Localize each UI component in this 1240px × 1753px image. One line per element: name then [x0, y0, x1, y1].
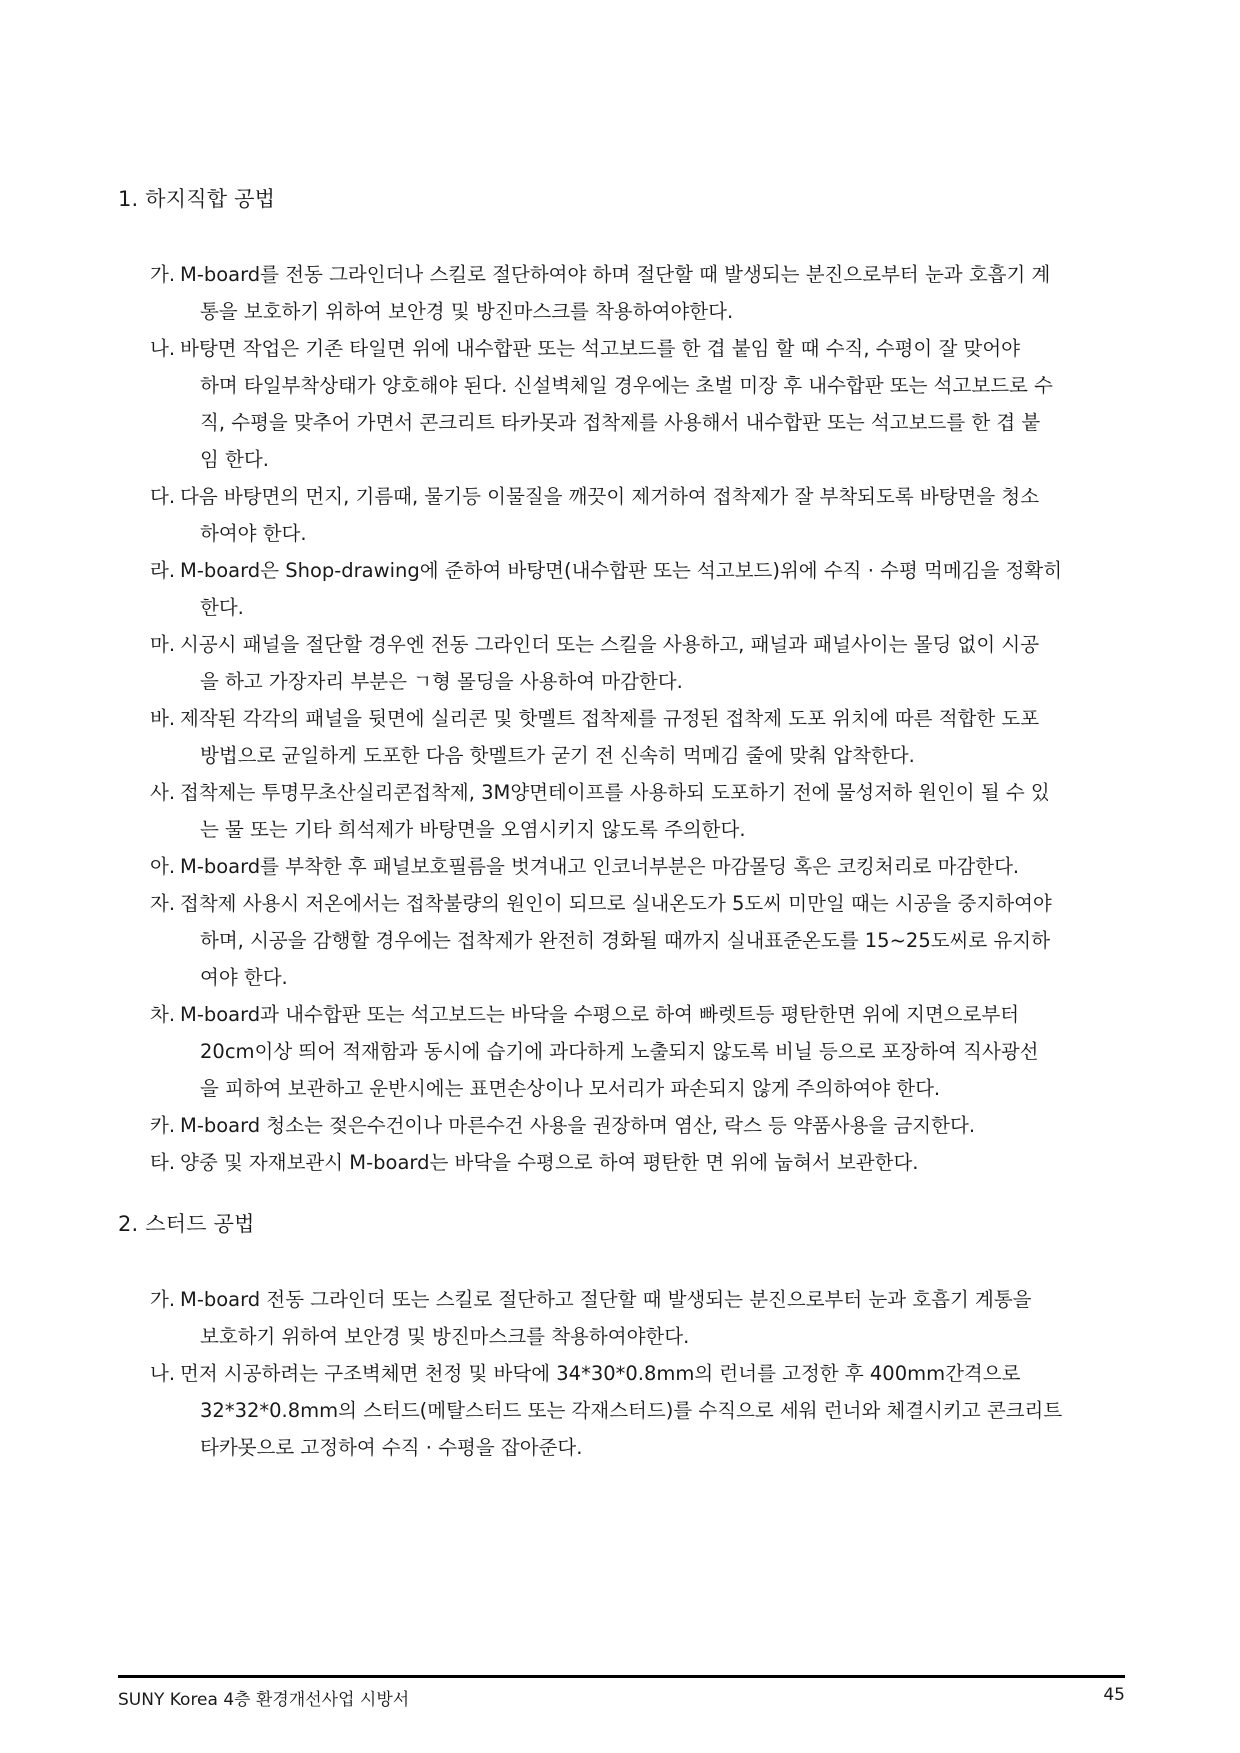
item-text: 방법으로 균일하게 도포한 다음 핫멜트가 굳기 전 신속히 먹메김 줄에 맞춰 압착한다.: [200, 744, 915, 767]
item-text: 을 하고 가장자리 부분은 ㄱ형 몰딩을 사용하여 마감한다.: [200, 670, 683, 693]
item-text: M-board과 내수합판 또는 석고보드는 바닥을 수평으로 하여 빠렛트등 평탄한면 위에 지면으로부터: [180, 1003, 1020, 1026]
item-label: 사.: [150, 781, 176, 804]
item-text: 먼저 시공하려는 구조벽체면 천정 및 바닥에 34*30*0.8mm의 런너를 고정한 후 400mm간격으로: [180, 1362, 1021, 1385]
item-text: 접착제 사용시 저온에서는 접착불량의 원인이 되므로 실내온도가 5도씨 미만일 때는 시공을 중지하여야: [180, 892, 1052, 915]
item-text: M-board 전동 그라인더 또는 스킬로 절단하고 절단할 때 발생되는 분진으로부터 눈과 호흡기 계통을: [180, 1288, 1032, 1311]
item-label: 카.: [150, 1114, 176, 1137]
item-label: 나.: [150, 1362, 176, 1385]
section-1-item-ba: [150, 700, 1125, 774]
item-text: 32*32*0.8mm의 스터드(메탈스터드 또는 각재스터드)를 수직으로 세워 런너와 체결시키고 콘크리트: [200, 1399, 1063, 1422]
item-text: M-board 청소는 젖은수건이나 마른수건 사용을 권장하며 염산, 락스 등 약품사용을 금지한다.: [180, 1114, 976, 1137]
section-1-item-na: [150, 330, 1125, 478]
section-1-item-ja: [150, 885, 1125, 996]
item-text: 보호하기 위하여 보안경 및 방진마스크를 착용하여야한다.: [200, 1325, 690, 1348]
item-label: 라.: [150, 559, 176, 582]
section-1-item-ma: [150, 626, 1125, 700]
item-text: 한다.: [200, 596, 244, 619]
item-text: 접착제는 투명무초산실리콘접착제, 3M양면테이프를 사용하되 도포하기 전에 물성저하 원인이 될 수 있: [180, 781, 1050, 804]
item-text: M-board은 Shop-drawing에 준하여 바탕면(내수합판 또는 석고보드)위에 수직 · 수평 먹메김을 정확히: [180, 559, 1063, 582]
item-label: 다.: [150, 485, 176, 508]
section-1-item-sa: [150, 774, 1125, 848]
section-2-item-ga: [150, 1281, 1125, 1355]
section-1-title: 1. 하지직합 공법: [118, 187, 276, 211]
section-2-item-na: [150, 1355, 1125, 1466]
footer-divider: [118, 1675, 1125, 1678]
item-text: 임 한다.: [200, 448, 269, 471]
item-text: 는 물 또는 기타 희석제가 바탕면을 오염시키지 않도록 주의한다.: [200, 818, 746, 841]
item-text: 직, 수평을 맞추어 가면서 콘크리트 타카못과 접착제를 사용해서 내수합판 또는 석고보드를 한 겹 붙: [200, 411, 1041, 434]
section-1-item-ta: [150, 1144, 1125, 1181]
item-text: 20cm이상 띄어 적재함과 동시에 습기에 과다하게 노출되지 않도록 비닐 등으로 포장하여 직사광선: [200, 1040, 1039, 1063]
item-label: 바.: [150, 707, 176, 730]
section-1-item-ra: [150, 552, 1125, 626]
section-1-item-da: [150, 478, 1125, 552]
footer-document-title: SUNY Korea 4층 환경개선사업 시방서: [118, 1690, 410, 1710]
item-label: 아.: [150, 855, 176, 878]
item-label: 타.: [150, 1151, 176, 1174]
item-text: M-board를 전동 그라인더나 스킬로 절단하여야 하며 절단할 때 발생되는 분진으로부터 눈과 호흡기 계: [180, 263, 1051, 286]
item-text: 제작된 각각의 패널을 뒷면에 실리콘 및 핫멜트 접착제를 규정된 접착제 도포 위치에 따른 적합한 도포: [180, 707, 1040, 730]
item-text: 시공시 패널을 절단할 경우엔 전동 그라인더 또는 스킬을 사용하고, 패널과 패널사이는 몰딩 없이 시공: [180, 633, 1040, 656]
section-1-item-cha: [150, 996, 1125, 1107]
item-text: 다음 바탕면의 먼지, 기름때, 물기등 이물질을 깨끗이 제거하여 접착제가 잘 부착되도록 바탕면을 청소: [180, 485, 1040, 508]
item-text: 하며, 시공을 감행할 경우에는 접착제가 완전히 경화될 때까지 실내표준온도를 15~25도씨로 유지하: [200, 929, 1050, 952]
item-text: 여야 한다.: [200, 966, 288, 989]
item-label: 자.: [150, 892, 176, 915]
item-text: 양중 및 자재보관시 M-board는 바닥을 수평으로 하여 평탄한 면 위에 눕혀서 보관한다.: [180, 1151, 919, 1174]
section-2-title: 2. 스터드 공법: [118, 1212, 255, 1236]
page-number: 45: [1103, 1685, 1125, 1705]
item-label: 마.: [150, 633, 176, 656]
item-label: 가.: [150, 1288, 176, 1311]
item-text: M-board를 부착한 후 패널보호필름을 벗겨내고 인코너부분은 마감몰딩 혹은 코킹처리로 마감한다.: [180, 855, 1020, 878]
item-text: 타카못으로 고정하여 수직 · 수평을 잡아준다.: [200, 1436, 583, 1459]
item-text: 바탕면 작업은 기존 타일면 위에 내수합판 또는 석고보드를 한 겹 붙임 할 때 수직, 수평이 잘 맞어야: [180, 337, 1021, 360]
section-1-item-a: [150, 848, 1125, 885]
item-text: 통을 보호하기 위하여 보안경 및 방진마스크를 착용하여야한다.: [200, 300, 734, 323]
item-label: 가.: [150, 263, 176, 286]
item-label: 차.: [150, 1003, 176, 1026]
item-text: 을 피하여 보관하고 운반시에는 표면손상이나 모서리가 파손되지 않게 주의하여야 한다.: [200, 1077, 941, 1100]
item-text: 하여야 한다.: [200, 522, 307, 545]
section-1-item-ga: [150, 256, 1125, 330]
item-text: 하며 타일부착상태가 양호해야 된다. 신설벽체일 경우에는 초벌 미장 후 내수합판 또는 석고보드로 수: [200, 374, 1053, 397]
section-1-item-ka: [150, 1107, 1125, 1144]
item-label: 나.: [150, 337, 176, 360]
